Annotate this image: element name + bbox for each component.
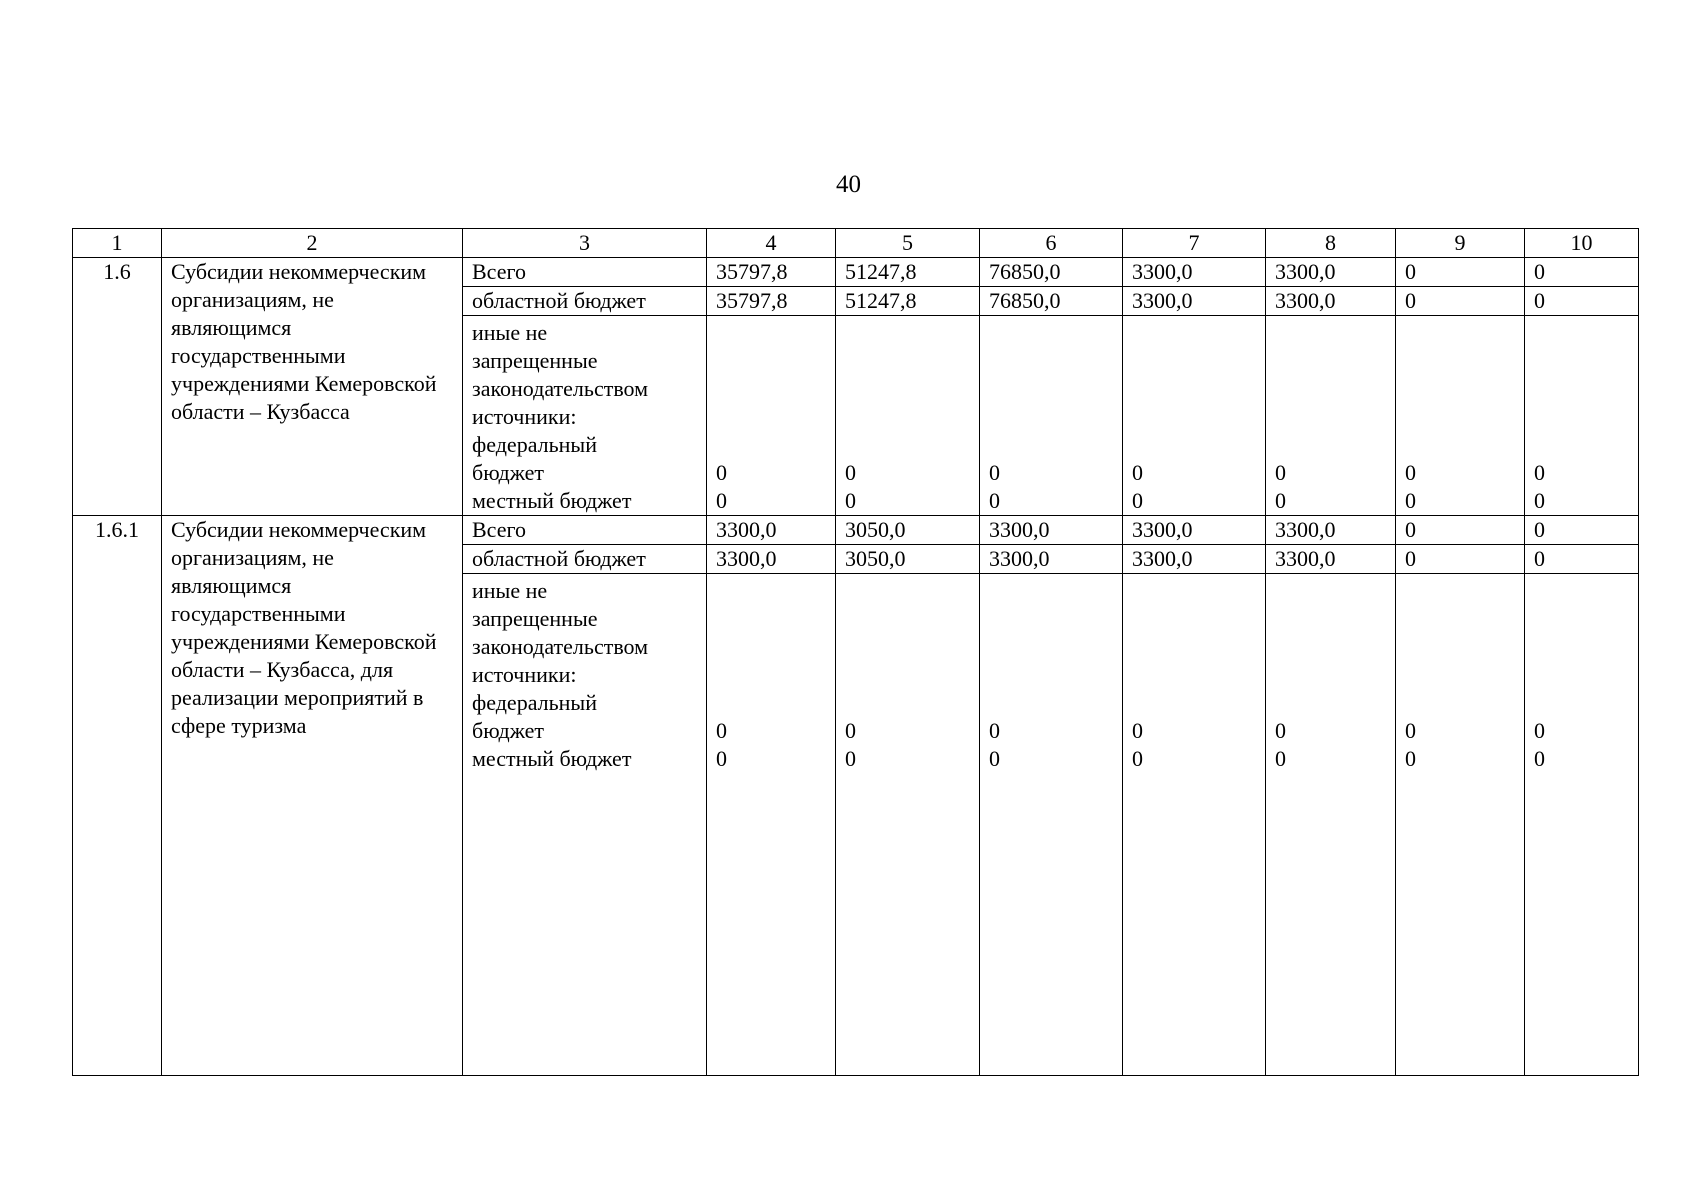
value-cell: [707, 574, 836, 1076]
header-cell: 5: [836, 229, 980, 258]
source-label: областной бюджет: [463, 545, 707, 574]
header-cell: 9: [1396, 229, 1525, 258]
local-value: 0: [1275, 746, 1286, 771]
source-label: Всего: [463, 258, 707, 287]
value-cell: [707, 316, 836, 516]
federal-value: 0: [1534, 718, 1545, 743]
header-row: [73, 229, 1639, 258]
value-cell: 3300,0: [1266, 516, 1396, 545]
local-value: 0: [1132, 488, 1143, 513]
source-label: областной бюджет: [463, 287, 707, 316]
federal-value: 0: [1405, 718, 1416, 743]
federal-value: 0: [845, 718, 856, 743]
value-cell: 3300,0: [707, 516, 836, 545]
local-value: 0: [845, 488, 856, 513]
header-cell: 2: [162, 229, 463, 258]
value-cell: 0: [1525, 516, 1639, 545]
value-cell: 35797,8: [707, 287, 836, 316]
source-line: местный бюджет: [472, 488, 632, 513]
header-cell: 3: [463, 229, 707, 258]
source-line: законодательством: [472, 376, 649, 401]
source-line: иные не: [472, 320, 548, 345]
table-row: [73, 258, 1639, 287]
value-cell: 0: [1525, 545, 1639, 574]
value-cell: 3300,0: [1266, 287, 1396, 316]
local-value: 0: [1534, 746, 1545, 771]
value-cell: 3300,0: [980, 545, 1123, 574]
header-cell: 6: [980, 229, 1123, 258]
federal-value: 0: [1405, 460, 1416, 485]
federal-value: 0: [1132, 718, 1143, 743]
table-row: [73, 516, 1639, 545]
source-line: федеральный: [472, 432, 597, 457]
value-cell: 3300,0: [980, 516, 1123, 545]
local-value: 0: [1275, 488, 1286, 513]
local-value: 0: [989, 746, 1000, 771]
header-cell: 10: [1525, 229, 1639, 258]
value-cell: 3300,0: [707, 545, 836, 574]
page-number: 40: [836, 171, 861, 198]
source-label-other: [463, 574, 707, 1076]
value-cell: 3300,0: [1266, 545, 1396, 574]
item-name: Субсидии некоммерческим организациям, не являющимся государственными учреждениями Кемеровской области – Кузбасса, для реализации мероприятий в сфере туризма: [162, 516, 463, 1076]
source-label-other: [463, 316, 707, 516]
federal-value: 0: [1534, 460, 1545, 485]
header-cell: 8: [1266, 229, 1396, 258]
value-cell: 51247,8: [836, 258, 980, 287]
value-cell: 0: [1396, 287, 1525, 316]
value-cell: [1123, 316, 1266, 516]
value-cell: 0: [1396, 516, 1525, 545]
source-line: федеральный: [472, 690, 597, 715]
source-line: иные не: [472, 578, 548, 603]
value-cell: 3300,0: [1123, 287, 1266, 316]
header-cell: 4: [707, 229, 836, 258]
value-cell: 76850,0: [980, 287, 1123, 316]
federal-value: 0: [989, 460, 1000, 485]
source-line: запрещенные: [472, 348, 598, 373]
value-cell: 76850,0: [980, 258, 1123, 287]
local-value: 0: [716, 488, 727, 513]
value-cell: 3050,0: [836, 545, 980, 574]
source-line: бюджет: [472, 460, 544, 485]
value-cell: 0: [1396, 545, 1525, 574]
federal-value: 0: [716, 460, 727, 485]
header-cell: 7: [1123, 229, 1266, 258]
header-cell: 1: [73, 229, 162, 258]
federal-value: 0: [1275, 460, 1286, 485]
value-cell: [1396, 574, 1525, 1076]
value-cell: [1123, 574, 1266, 1076]
value-cell: [1266, 316, 1396, 516]
value-cell: 3300,0: [1123, 545, 1266, 574]
value-cell: 0: [1525, 287, 1639, 316]
value-cell: 3300,0: [1123, 258, 1266, 287]
value-cell: [1525, 316, 1639, 516]
value-cell: [1525, 574, 1639, 1076]
federal-value: 0: [845, 460, 856, 485]
source-line: запрещенные: [472, 606, 598, 631]
budget-table: [72, 228, 1639, 1076]
value-cell: [836, 316, 980, 516]
source-line: бюджет: [472, 718, 544, 743]
local-value: 0: [989, 488, 1000, 513]
value-cell: 3300,0: [1266, 258, 1396, 287]
value-cell: [836, 574, 980, 1076]
value-cell: [1396, 316, 1525, 516]
federal-value: 0: [716, 718, 727, 743]
local-value: 0: [1132, 746, 1143, 771]
value-cell: [980, 574, 1123, 1076]
source-line: источники:: [472, 404, 577, 429]
federal-value: 0: [1275, 718, 1286, 743]
value-cell: 51247,8: [836, 287, 980, 316]
local-value: 0: [1405, 488, 1416, 513]
value-cell: 0: [1525, 258, 1639, 287]
value-cell: 0: [1396, 258, 1525, 287]
local-value: 0: [1405, 746, 1416, 771]
item-number: 1.6.1: [73, 516, 162, 1076]
value-cell: 3300,0: [1123, 516, 1266, 545]
source-line: законодательством: [472, 634, 649, 659]
value-cell: [1266, 574, 1396, 1076]
value-cell: [980, 316, 1123, 516]
item-number: 1.6: [73, 258, 162, 516]
source-label: Всего: [463, 516, 707, 545]
federal-value: 0: [989, 718, 1000, 743]
source-line: местный бюджет: [472, 746, 632, 771]
value-cell: 35797,8: [707, 258, 836, 287]
item-name: Субсидии некоммерческим организациям, не являющимся государственными учреждениями Кемеровской области – Кузбасса: [162, 258, 463, 516]
local-value: 0: [1534, 488, 1545, 513]
federal-value: 0: [1132, 460, 1143, 485]
local-value: 0: [845, 746, 856, 771]
source-line: источники:: [472, 662, 577, 687]
value-cell: 3050,0: [836, 516, 980, 545]
local-value: 0: [716, 746, 727, 771]
